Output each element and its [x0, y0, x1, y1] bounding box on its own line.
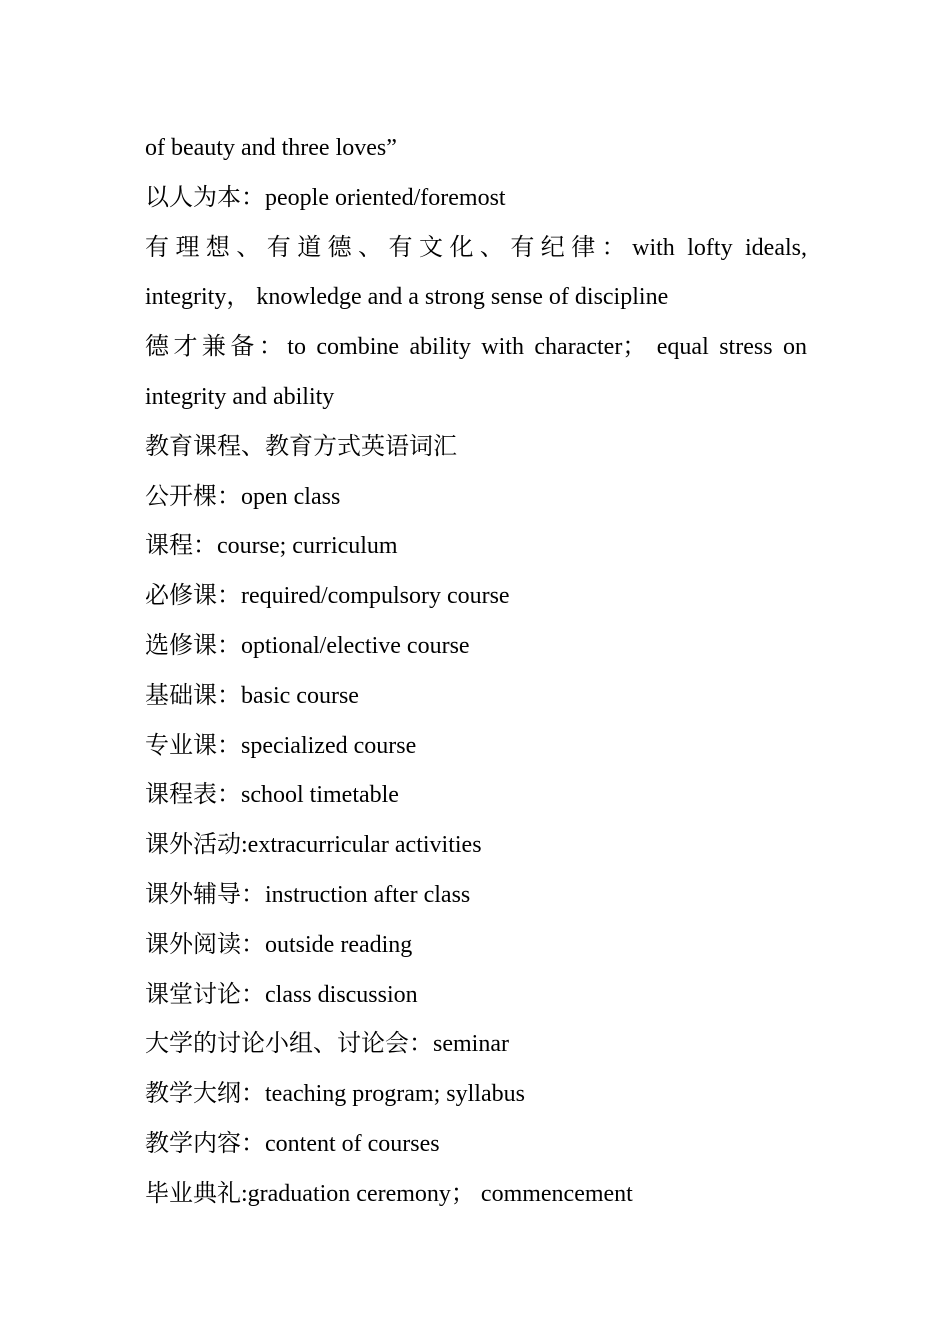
vocab-item: 教学大纲：teaching program; syllabus — [145, 1081, 525, 1108]
section-heading: 教育课程、教育方式英语词汇 — [145, 433, 457, 460]
text-line-integrity: integrity， knowledge and a strong sense of discipline — [145, 284, 669, 311]
vocab-item: 基础课：basic course — [145, 682, 359, 709]
vocab-item: 课外阅读：outside reading — [145, 931, 413, 958]
vocab-item: 课堂讨论：class discussion — [145, 981, 418, 1008]
vocab-item: 必修课：required/compulsory course — [145, 583, 510, 610]
vocab-item: 课外活动:extracurricular activities — [145, 832, 482, 859]
text-line-continuation: of beauty and three loves” — [145, 135, 397, 161]
text-line-lofty-ideals: 有理想、有道德、有文化、有纪律：with lofty ideals, — [145, 234, 807, 261]
vocab-item: 课程表：school timetable — [145, 782, 399, 809]
vocab-item: 教学内容：content of courses — [145, 1130, 440, 1157]
document-page — [145, 124, 807, 1220]
vocab-item: 毕业典礼:graduation ceremony； commencement — [145, 1180, 633, 1207]
vocab-item: 选修课：optional/elective course — [145, 632, 470, 659]
vocab-item: 专业课：specialized course — [145, 732, 417, 759]
vocab-item: 课外辅导：instruction after class — [145, 881, 471, 908]
text-line-integrity-ability: integrity and ability — [145, 383, 335, 410]
text-line-ability-character: 德才兼备：to combine ability with character； equal stress on — [145, 334, 807, 361]
text-line-people-oriented: 以人为本：people oriented/foremost — [145, 184, 506, 211]
vocab-item: 课程：course; curriculum — [145, 533, 398, 560]
vocab-item: 公开棵：open class — [145, 483, 341, 510]
vocab-item: 大学的讨论小组、讨论会：seminar — [145, 1031, 509, 1058]
